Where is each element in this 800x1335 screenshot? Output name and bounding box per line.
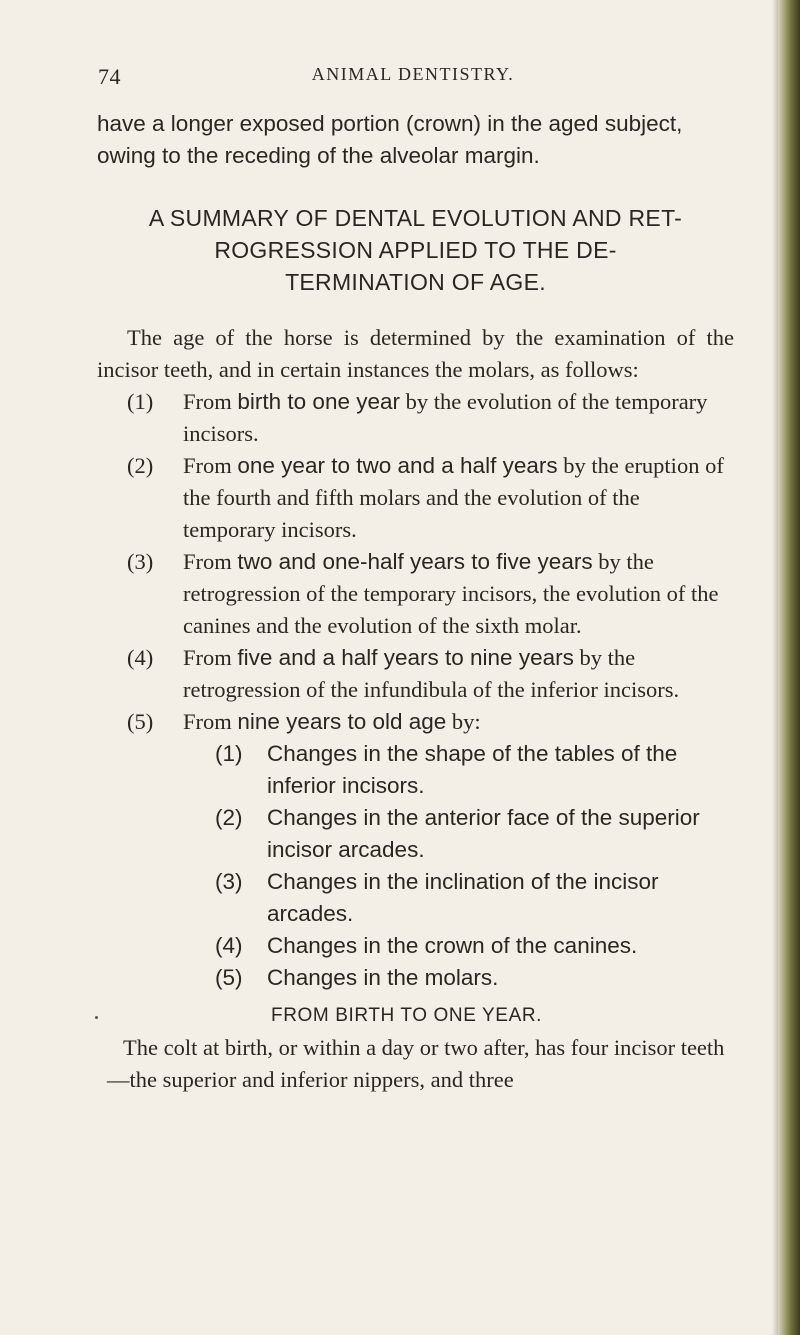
item-key-phrase: one year to two and a half years xyxy=(237,453,558,478)
section-title-line-2: ROGRESSION APPLIED TO THE DE- xyxy=(214,237,617,263)
list-item xyxy=(97,546,734,642)
sublist-item xyxy=(97,930,734,962)
item-number: (2) xyxy=(127,453,154,478)
item-prefix: From xyxy=(183,389,238,414)
subitem-text: Changes in the molars. xyxy=(267,965,499,990)
sublist-item xyxy=(97,802,734,866)
page-edge xyxy=(778,0,800,1335)
item-key-phrase: birth to one year xyxy=(237,389,400,414)
subitem-number: (5) xyxy=(215,965,243,990)
intro-paragraph: have a longer exposed portion (crown) in the aged subject, owing to the receding of the alveolar margin. xyxy=(97,111,683,168)
item-number: (3) xyxy=(127,549,154,574)
lead-paragraph: The age of the horse is determined by the examination of the incisor teeth, and in certain instances the molars, as follows: xyxy=(97,325,734,382)
subitem-number: (1) xyxy=(215,741,243,766)
item-prefix: From xyxy=(183,549,238,574)
item-text: by the eruption of the fourth and fifth molars and the evolution of the temporary incisors. xyxy=(183,453,724,542)
subitem-number: (3) xyxy=(215,869,243,894)
item-number: (5) xyxy=(127,709,154,734)
subitem-text: Changes in the inclination of the incisor arcades. xyxy=(267,869,659,926)
item-prefix: From xyxy=(183,645,238,670)
item-text: by the evolution of the temporary incisors. xyxy=(183,389,708,446)
section-title xyxy=(97,202,734,298)
section-title-line-3: TERMINATION OF AGE. xyxy=(285,269,546,295)
subitem-number: (2) xyxy=(215,805,243,830)
item-prefix: From xyxy=(183,453,238,478)
item-key-phrase: five and a half years to nine years xyxy=(237,645,574,670)
subitem-number: (4) xyxy=(215,933,243,958)
sublist-item xyxy=(97,866,734,930)
list-item xyxy=(97,706,734,738)
subitem-text: Changes in the shape of the tables of the inferior incisors. xyxy=(267,741,678,798)
item-prefix: From xyxy=(183,709,238,734)
item-text: by the retrogression of the temporary incisors, the evolution of the canines and the evolution of the sixth molar. xyxy=(183,549,719,638)
sublist-item xyxy=(97,738,734,802)
page-number: 74 xyxy=(98,64,121,89)
item-text: by the retrogression of the infundibula of the inferior incisors. xyxy=(183,645,680,702)
age-stage-list xyxy=(97,386,734,738)
item-text: by: xyxy=(446,709,481,734)
print-speck xyxy=(95,1016,98,1019)
running-head: ANIMAL DENTISTRY. xyxy=(311,64,515,84)
item-number: (4) xyxy=(127,645,154,670)
closing-paragraph: The colt at birth, or within a day or two after, has four incisor teeth—the superior and inferior nippers, and three xyxy=(107,1035,725,1092)
item-key-phrase: two and one-half years to five years xyxy=(237,549,593,574)
page-header xyxy=(98,56,728,96)
subitem-text: Changes in the crown of the canines. xyxy=(267,933,638,958)
list-item xyxy=(97,642,734,706)
list-item xyxy=(97,386,734,450)
list-item xyxy=(97,450,734,546)
subsection-title: FROM BIRTH TO ONE YEAR. xyxy=(271,1005,543,1026)
sublist-item xyxy=(97,962,734,994)
subitem-text: Changes in the anterior face of the superior incisor arcades. xyxy=(267,805,700,862)
page-body xyxy=(97,108,734,1096)
item-number: (1) xyxy=(127,389,154,414)
item-key-phrase: nine years to old age xyxy=(237,709,447,734)
old-age-change-list xyxy=(97,738,734,994)
section-title-line-1: A SUMMARY OF DENTAL EVOLUTION AND RET- xyxy=(148,205,683,231)
